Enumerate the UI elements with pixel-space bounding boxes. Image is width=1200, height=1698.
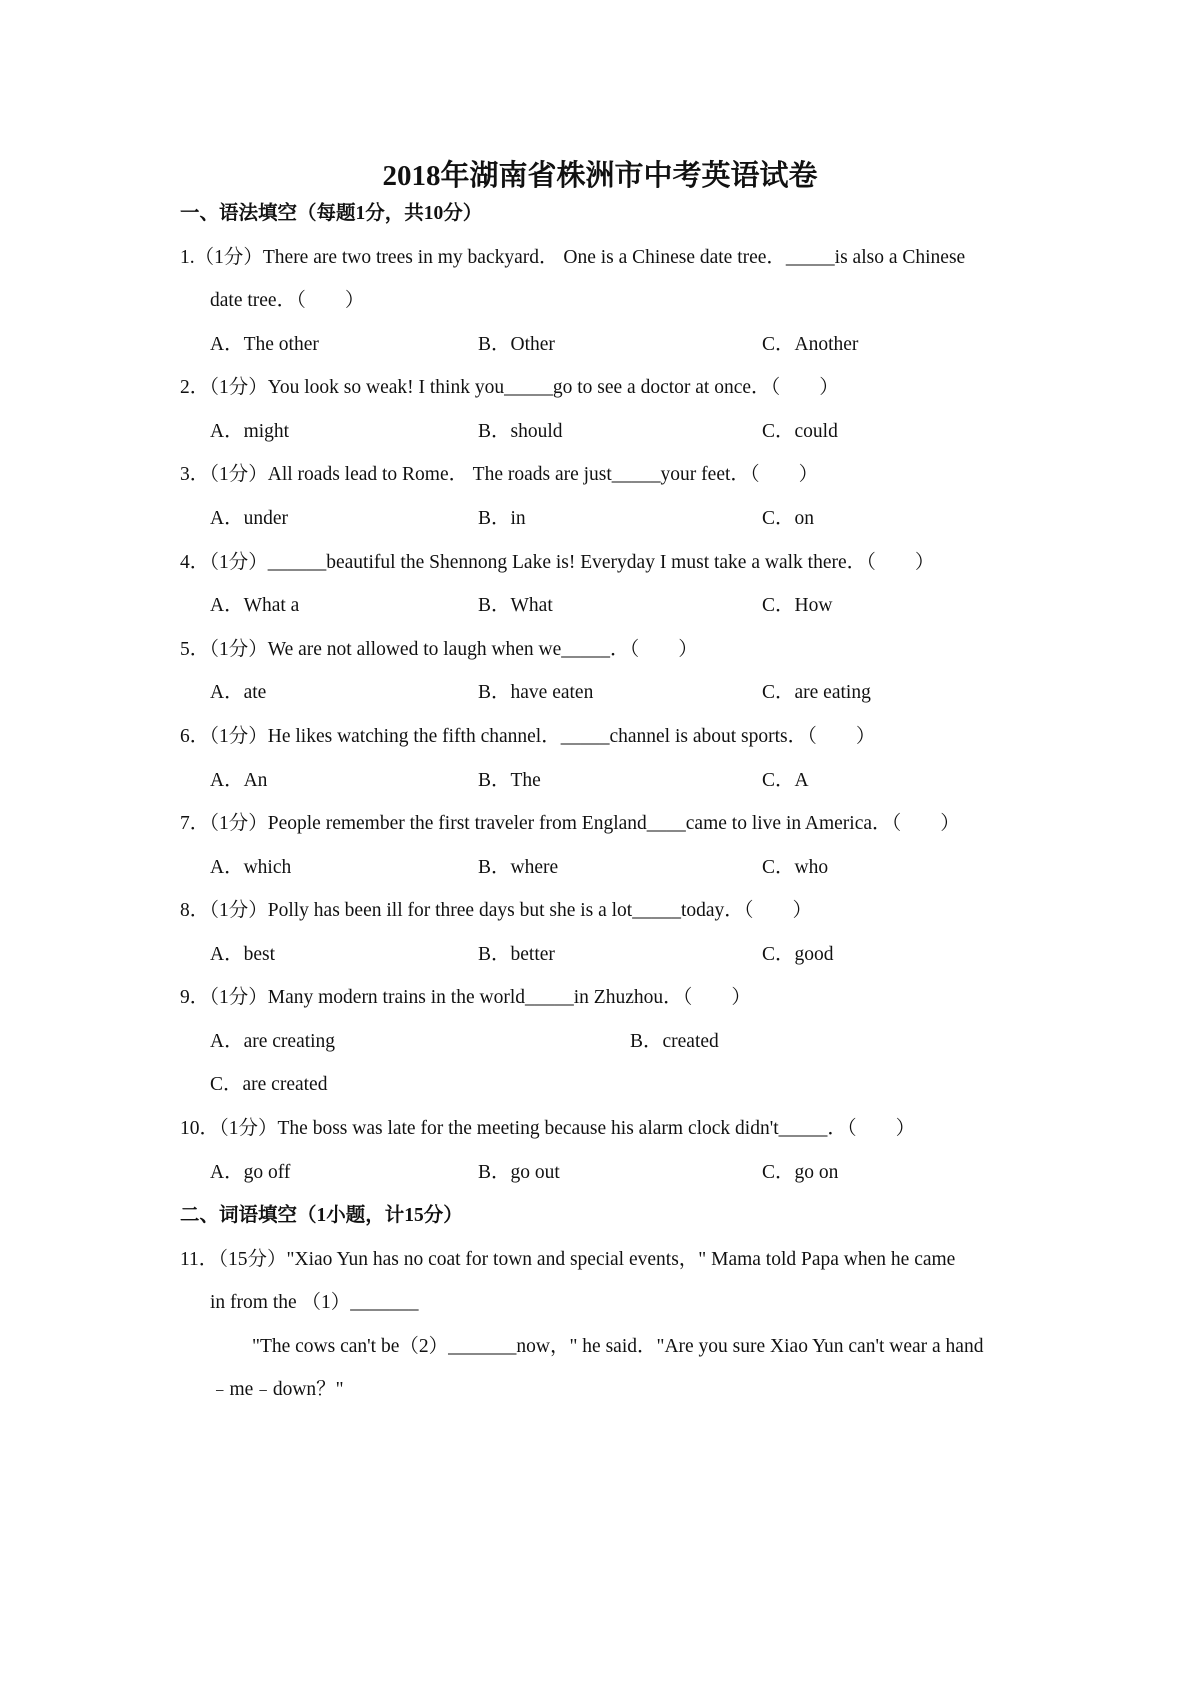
question-11-text: 11．（15分）"Xiao Yun has no coat for town and special events，" Mama told Papa when he came [180,1249,956,1270]
question-7-option-c: C．who [762,857,829,878]
question-5-text: 5．（1分）We are not allowed to laugh when we_____．（ ） [180,639,698,660]
question-6-text: 6．（1分）He likes watching the fifth channel．_____channel is about sports．（ ） [180,726,876,747]
question-3-text: 3．（1分）All roads lead to Rome． The roads are just_____your feet．（ ） [180,464,819,485]
question-9-text: 9．（1分）Many modern trains in the world_____in Zhuzhou．（ ） [180,987,751,1008]
question-10-option-c: C．go on [762,1162,839,1183]
question-7-option-a: A．which [210,857,292,878]
question-7-text: 7．（1分）People remember the first traveler from England____came to live in America．（ ） [180,813,960,834]
question-3-option-a: A．under [210,508,288,529]
section-heading-grammar: 一、语法填空（每题1分，共10分） [180,203,483,224]
question-5-option-c: C．are eating [762,682,871,703]
question-10-option-b: B．go out [478,1162,560,1183]
passage-paragraph-continuation: ﹣me﹣down？" [210,1379,344,1400]
question-8-text: 8．（1分）Polly has been ill for three days but she is a lot_____today．（ ） [180,900,813,921]
page-title: 2018年湖南省株洲市中考英语试卷 [382,160,818,192]
question-8-option-a: A．best [210,944,275,965]
question-4-text: 4．（1分）______beautiful the Shennong Lake is! Everyday I must take a walk there．（ ） [180,552,935,573]
question-10-text: 10．（1分）The boss was late for the meeting because his alarm clock didn't_____．（ ） [180,1118,916,1139]
question-4-option-a: A．What a [210,595,300,616]
question-8-option-b: B．better [478,944,555,965]
question-2-option-a: A．might [210,421,290,442]
question-6-option-c: C．A [762,770,809,791]
question-1-option-a: A．The other [210,334,319,355]
question-6-option-b: B．The [478,770,541,791]
question-4-option-b: B．What [478,595,553,616]
question-2-text: 2．（1分）You look so weak! I think you_____go to see a doctor at once．（ ） [180,377,839,398]
section-heading-vocabulary: 二、词语填空（1小题，计15分） [180,1205,463,1226]
question-1-option-b: B．Other [478,334,555,355]
question-9-option-b: B．created [630,1031,719,1052]
question-3-option-b: B．in [478,508,526,529]
question-1-text: 1.（1分）There are two trees in my backyard． One is a Chinese date tree．_____is also a Chinese [180,247,966,268]
question-2-option-c: C．could [762,421,838,442]
question-9-option-a: A．are creating [210,1031,336,1052]
question-6-option-a: A．An [210,770,268,791]
question-3-option-c: C．on [762,508,815,529]
question-9-option-c: C．are created [210,1074,328,1095]
question-5-option-b: B．have eaten [478,682,594,703]
question-10-option-a: A．go off [210,1162,291,1183]
question-1-continuation: date tree．（ ） [210,290,365,311]
question-8-option-c: C．good [762,944,834,965]
question-7-option-b: B．where [478,857,559,878]
question-2-option-b: B．should [478,421,563,442]
question-1-option-c: C．Another [762,334,859,355]
question-11-continuation: in from the （1）_______ [210,1292,419,1313]
passage-paragraph: "The cows can't be（2）_______now，" he said．"Are you sure Xiao Yun can't wear a hand [252,1336,984,1357]
question-5-option-a: A．ate [210,682,267,703]
question-4-option-c: C．How [762,595,833,616]
